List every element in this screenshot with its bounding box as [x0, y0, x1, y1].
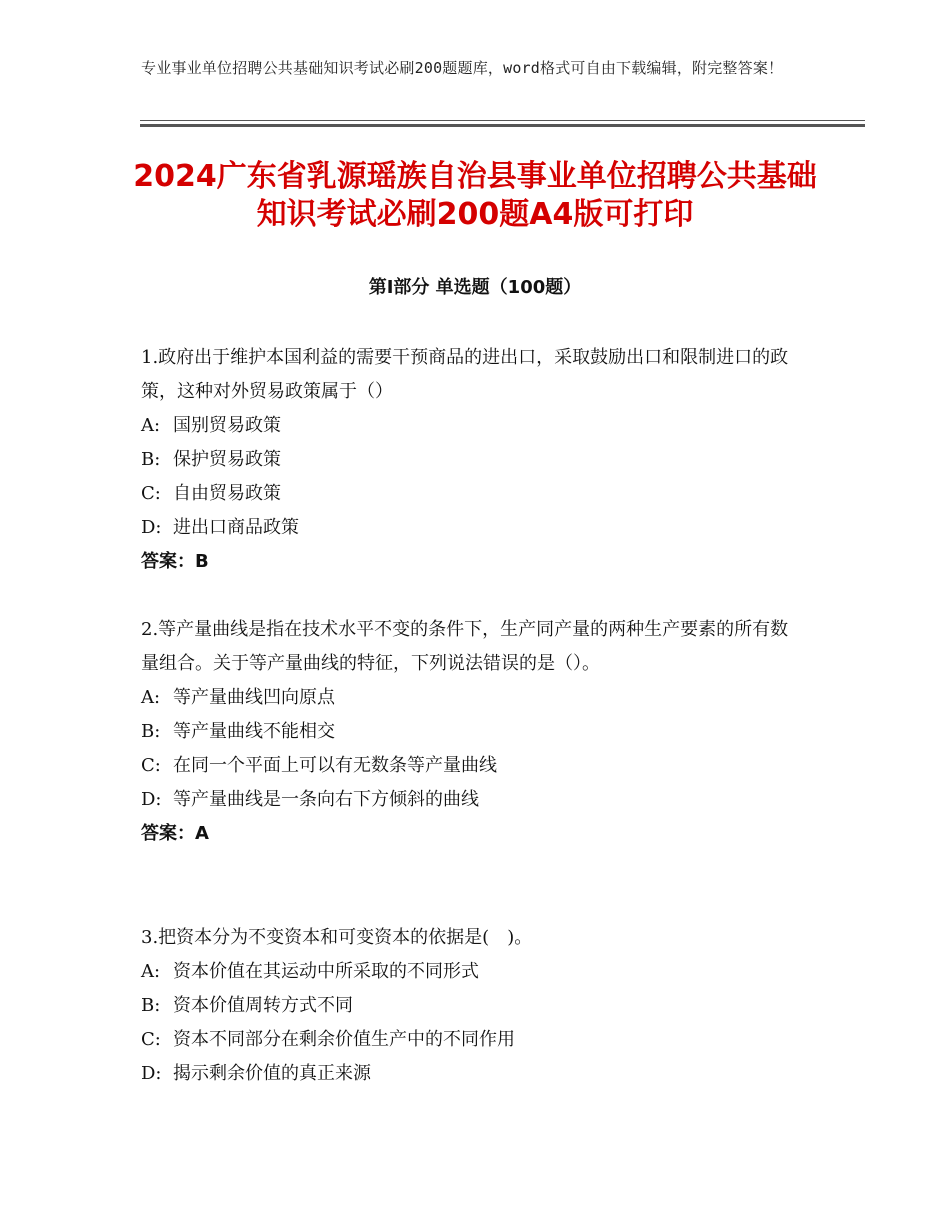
option-key: A: — [141, 415, 161, 436]
option-b — [141, 443, 801, 477]
option-c — [141, 749, 801, 783]
option-key: B: — [141, 449, 161, 470]
option-key: D: — [141, 517, 162, 538]
option-a — [141, 409, 801, 443]
option-key: C: — [141, 755, 161, 776]
option-text: 国别贸易政策 — [173, 415, 281, 436]
header-divider-thick — [140, 124, 865, 127]
option-text: 自由贸易政策 — [173, 483, 281, 504]
option-key: B: — [141, 721, 161, 742]
option-text: 等产量曲线不能相交 — [173, 721, 335, 742]
question-1 — [141, 341, 801, 579]
question-stem: 2.等产量曲线是指在技术水平不变的条件下，生产同产量的两种生产要素的所有数量组合。关于等产量曲线的特征，下列说法错误的是（）。 — [141, 619, 789, 674]
option-text: 等产量曲线凹向原点 — [173, 687, 335, 708]
option-c — [141, 1023, 801, 1057]
option-key: D: — [141, 789, 162, 810]
option-text: 资本不同部分在剩余价值生产中的不同作用 — [173, 1029, 515, 1050]
question-3 — [141, 921, 801, 1091]
header-note: 专业事业单位招聘公共基础知识考试必刷200题题库，word格式可自由下载编辑，附完整答案！ — [141, 59, 784, 77]
answer-line: 答案：B — [141, 551, 209, 572]
option-text: 等产量曲线是一条向右下方倾斜的曲线 — [173, 789, 479, 810]
option-key: A: — [141, 961, 161, 982]
option-key: D: — [141, 1063, 162, 1084]
option-text: 资本价值周转方式不同 — [173, 995, 353, 1016]
question-stem: 1.政府出于维护本国利益的需要干预商品的进出口，采取鼓励出口和限制进口的政策，这种对外贸易政策属于（） — [141, 347, 789, 402]
option-key: C: — [141, 1029, 161, 1050]
section-heading: 第Ⅰ部分 单选题（100题） — [368, 277, 582, 298]
option-key: C: — [141, 483, 161, 504]
option-b — [141, 989, 801, 1023]
option-a — [141, 681, 801, 715]
option-key: A: — [141, 687, 161, 708]
option-key: B: — [141, 995, 161, 1016]
option-text: 资本价值在其运动中所采取的不同形式 — [173, 961, 479, 982]
option-text: 进出口商品政策 — [173, 517, 299, 538]
option-d — [141, 511, 801, 545]
option-text: 揭示剩余价值的真正来源 — [173, 1063, 371, 1084]
option-a — [141, 955, 801, 989]
option-d — [141, 783, 801, 817]
option-text: 保护贸易政策 — [173, 449, 281, 470]
answer-line: 答案：A — [141, 823, 209, 844]
question-2 — [141, 613, 801, 851]
option-c — [141, 477, 801, 511]
header-divider-thin — [140, 120, 865, 121]
document-title: 2024广东省乳源瑶族自治县事业单位招聘公共基础知识考试必刷200题A4版可打印 — [133, 159, 817, 232]
option-text: 在同一个平面上可以有无数条等产量曲线 — [173, 755, 497, 776]
option-b — [141, 715, 801, 749]
option-d — [141, 1057, 801, 1091]
question-stem: 3.把资本分为不变资本和可变资本的依据是( )。 — [141, 927, 533, 948]
